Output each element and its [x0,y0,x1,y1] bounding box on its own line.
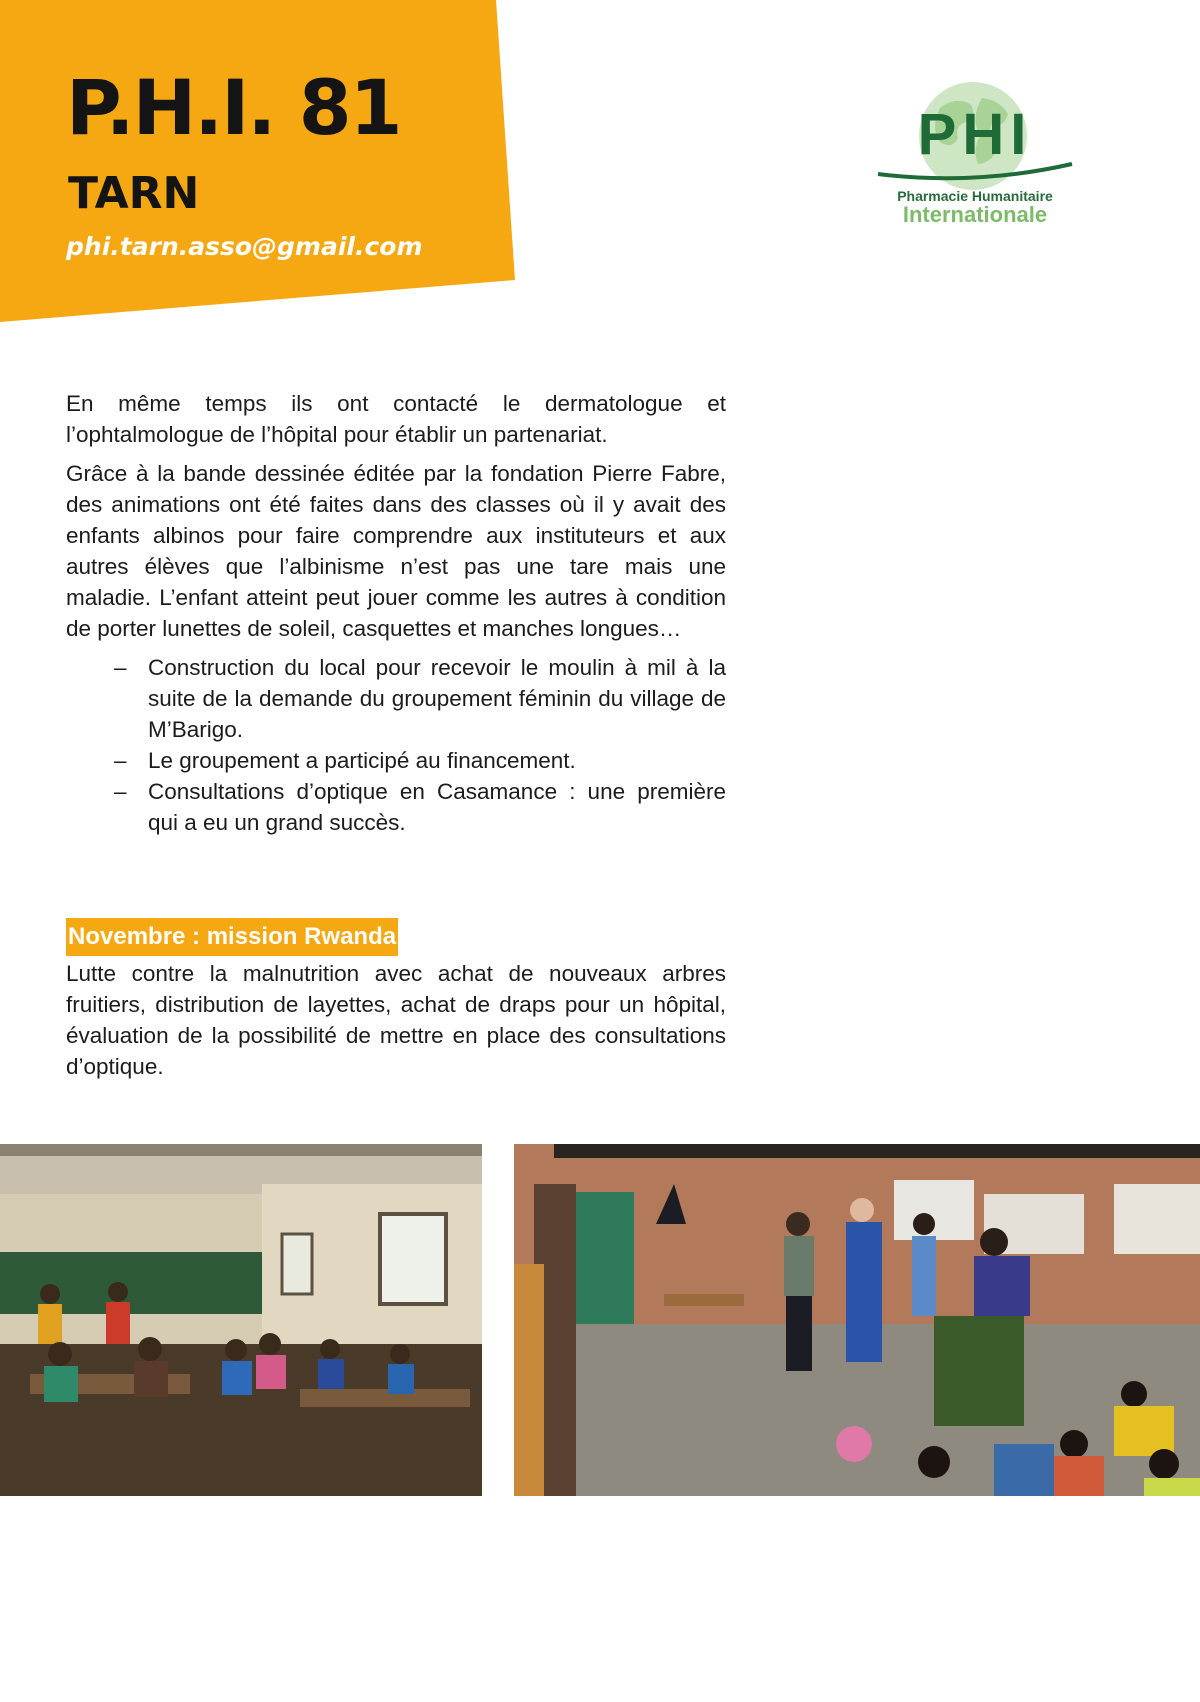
main-content [66,388,726,838]
logo-wordmark: PHI [917,102,1033,167]
logo-tagline-2: Internationale [902,202,1048,227]
header-banner [0,0,520,330]
contact-email-link[interactable]: phi.tarn.asso@gmail.com [66,232,423,261]
paragraph: Grâce à la bande dessinée éditée par la fondation Pierre Fabre, des animations ont été faites dans des classes où il y avait des enfants albinos pour faire comprendre aux instituteurs et aux autres élèves que l’albinisme n’est pas une tare mais une maladie. L’enfant atteint peut jouer comme les autres à condition de porter lunettes de soleil, casquettes et manches longues… [66,461,726,641]
bullet-dash: – [114,779,127,804]
rwanda-photo [514,1144,1200,1496]
section-heading: Novembre : mission Rwanda [66,918,398,956]
list-item-text: Consultations d’optique en Casamance : une première qui a eu un grand succès. [148,779,726,835]
classroom-photo [0,1144,482,1496]
bullet-dash: – [114,748,127,773]
logo-tagline-1: Pharmacie Humanitaire [897,188,1053,204]
bullet-dash: – [114,655,127,680]
banner-shape [0,0,520,330]
rwanda-section [66,918,726,1082]
paragraph: En même temps ils ont contacté le dermatologue et l’ophtalmologue de l’hôpital pour établir un partenariat. [66,391,726,447]
bullet-list [66,652,726,838]
list-item [114,776,726,838]
section-paragraph: Lutte contre la malnutrition avec achat de nouveaux arbres fruitiers, distribution de layettes, achat de draps pour un hôpital, évaluation de la possibilité de mettre en place des consultations d’optique. [66,961,726,1079]
list-item-text: Le groupement a participé au financement. [148,748,576,773]
classroom-image [0,1144,482,1496]
list-item [114,652,726,745]
org-title: P.H.I. 81 [66,63,401,152]
org-region: TARN [68,168,200,219]
list-item [114,745,726,776]
phi-logo [870,78,1080,238]
rwanda-image [514,1144,1200,1496]
list-item-text: Construction du local pour recevoir le moulin à mil à la suite de la demande du groupement féminin du village de M’Barigo. [148,655,726,742]
